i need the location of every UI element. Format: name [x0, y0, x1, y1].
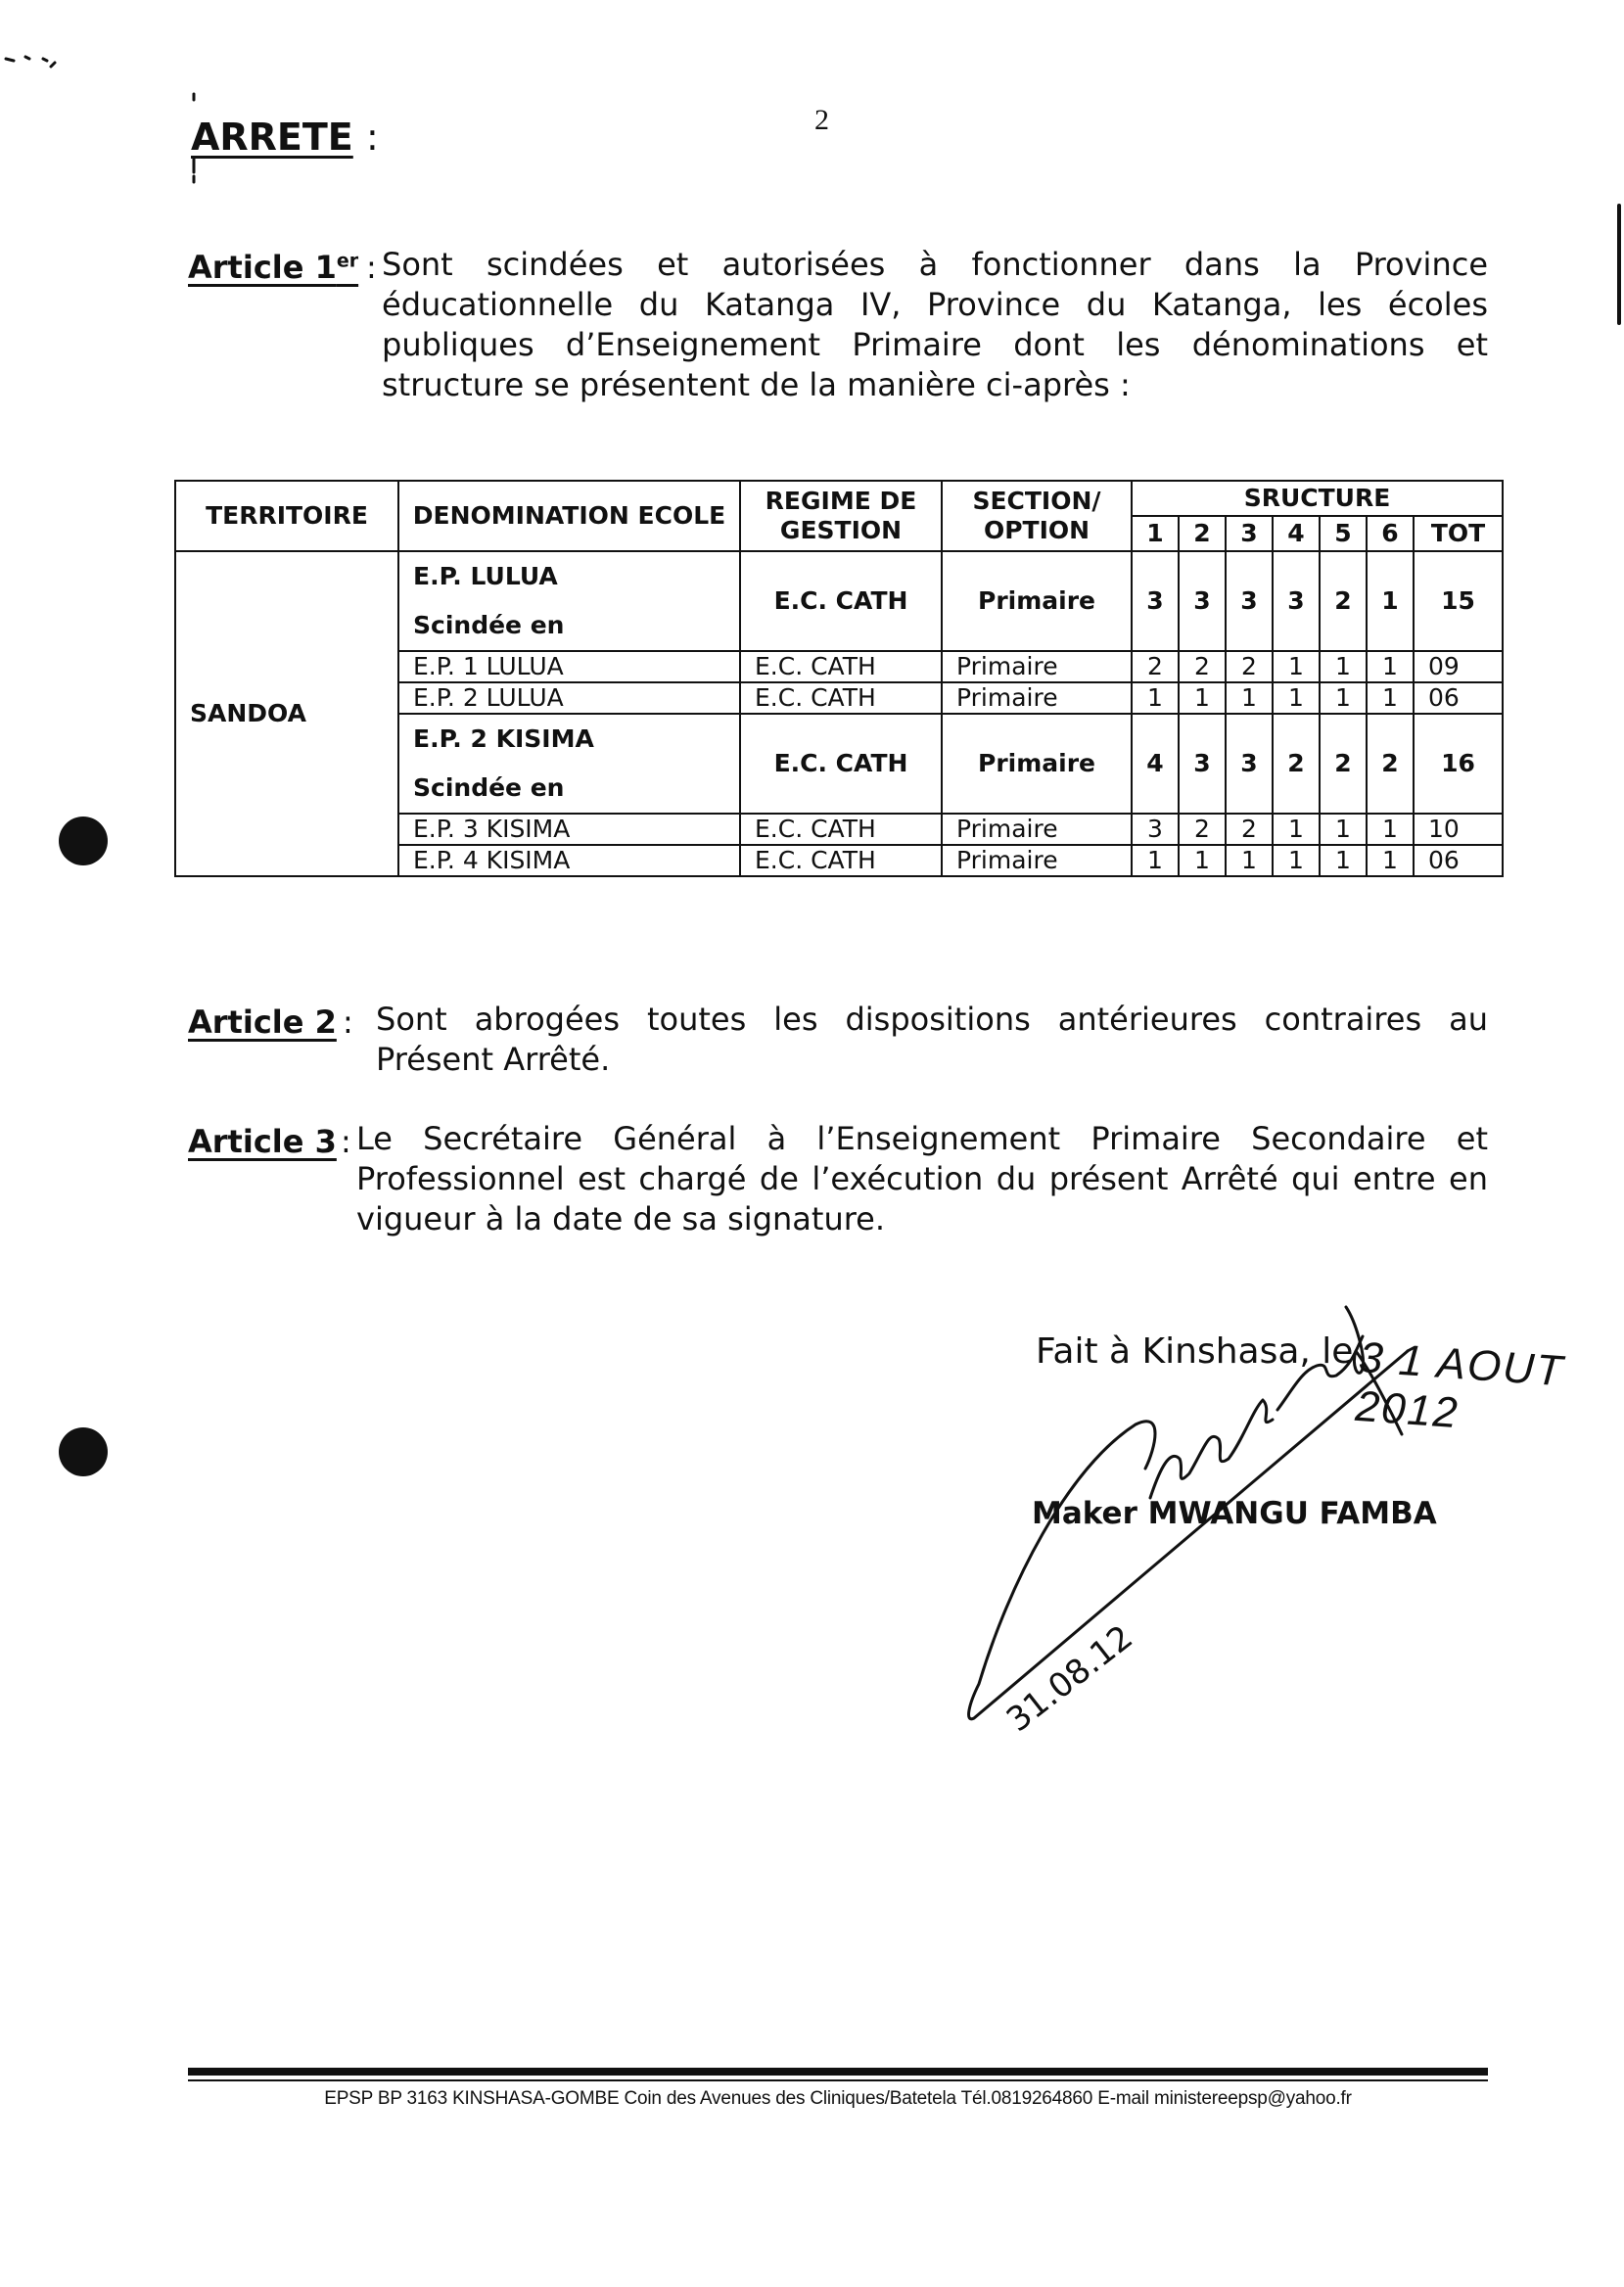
page-number: 2 [814, 104, 829, 136]
article-3-text: Le Secrétaire Général à l’Enseignement Primaire Secondaire et Professionnel est chargé de l’exécution du présent Arrêté qui entre en vigueur à la date de sa signature. [356, 1120, 1488, 1237]
level-cell: 1 [1132, 682, 1179, 714]
level-cell: 2 [1132, 651, 1179, 682]
title-text: ARRETE [191, 116, 353, 159]
scan-marks [6, 57, 55, 67]
school-name-cell: E.P. 2 LULUA [398, 682, 740, 714]
header-level: 6 [1367, 516, 1414, 551]
punch-hole [59, 1427, 108, 1476]
header-section: SECTION/ OPTION [942, 481, 1132, 551]
level-cell: 4 [1132, 714, 1179, 814]
level-cell: 2 [1179, 651, 1226, 682]
header-structure: SRUCTURE [1132, 481, 1503, 516]
level-cell: 2 [1179, 814, 1226, 845]
header-territoire: TERRITOIRE [175, 481, 398, 551]
level-cell: 3 [1179, 714, 1226, 814]
section-cell: Primaire [942, 845, 1132, 876]
level-cell: 1 [1132, 845, 1179, 876]
section-cell: Primaire [942, 682, 1132, 714]
header-level: 2 [1179, 516, 1226, 551]
territoire-cell: SANDOA [175, 551, 398, 876]
level-cell: 2 [1320, 714, 1367, 814]
article-1-label [188, 249, 358, 286]
regime-cell: E.C. CATH [740, 551, 942, 651]
school-name: E.P. LULUA [413, 562, 558, 590]
school-name-cell: E.P. 3 KISIMA [398, 814, 740, 845]
regime-cell: E.C. CATH [740, 651, 942, 682]
header-level: 3 [1226, 516, 1273, 551]
school-sub: Scindée en [413, 773, 565, 802]
date-stamp: 3 1 AOUT 2012 [1354, 1333, 1566, 1438]
level-cell: 1 [1320, 651, 1367, 682]
level-cell: 3 [1226, 551, 1273, 651]
level-cell: 2 [1273, 714, 1320, 814]
level-cell: 1 [1226, 845, 1273, 876]
level-cell: 1 [1179, 845, 1226, 876]
article-3-label: Article 3 [188, 1123, 337, 1160]
header-regime: REGIME DE GESTION [740, 481, 942, 551]
regime-cell: E.C. CATH [740, 814, 942, 845]
level-cell: 1 [1226, 682, 1273, 714]
level-cell: 1 [1320, 682, 1367, 714]
article-1-label-sup: er [336, 250, 359, 272]
level-cell: 1 [1320, 814, 1367, 845]
level-cell: 1 [1367, 845, 1414, 876]
header-level: 5 [1320, 516, 1367, 551]
header-level: 1 [1132, 516, 1179, 551]
level-cell: 1 [1273, 682, 1320, 714]
article-1-label-text: Article 1 [188, 249, 337, 286]
school-name-cell: E.P. 4 KISIMA [398, 845, 740, 876]
section-cell: Primaire [942, 814, 1132, 845]
level-cell: 2 [1320, 551, 1367, 651]
table-row [175, 551, 1503, 651]
page-title [191, 116, 379, 159]
article-2-label: Article 2 [188, 1003, 337, 1041]
level-cell: 2 [1367, 714, 1414, 814]
level-cell: 1 [1367, 651, 1414, 682]
footer-rule-thin [188, 2079, 1488, 2081]
signature-stroke-name [1150, 1400, 1273, 1498]
level-cell: 3 [1132, 814, 1179, 845]
level-cell: 1 [1367, 814, 1414, 845]
level-cell: 1 [1273, 814, 1320, 845]
school-name: E.P. 2 KISIMA [413, 724, 594, 753]
level-cell: 1 [1273, 651, 1320, 682]
signatory-name: Maker MWANGU FAMBA [1032, 1496, 1437, 1531]
total-cell: 06 [1414, 682, 1503, 714]
level-cell: 1 [1367, 682, 1414, 714]
level-cell: 1 [1320, 845, 1367, 876]
level-cell: 3 [1132, 551, 1179, 651]
total-cell: 15 [1414, 551, 1503, 651]
section-cell: Primaire [942, 551, 1132, 651]
handwritten-date: 31.08.12 [998, 1617, 1140, 1741]
article-1-separator: : [366, 249, 377, 286]
title-colon: : [366, 116, 379, 159]
total-cell: 10 [1414, 814, 1503, 845]
schools-structure-table [174, 480, 1504, 877]
header-level-total: TOT [1414, 516, 1503, 551]
article-1-text: Sont scindées et autorisées à fonctionner dans la Province éducationnelle du Katanga IV, Province du Katanga, les écoles publiques d’Enseignement Primaire dont les dénominations et structure se présentent de la manière ci-après : [382, 246, 1488, 403]
article-3-separator: : [341, 1123, 351, 1160]
total-cell: 16 [1414, 714, 1503, 814]
article-2-text: Sont abrogées toutes les dispositions antérieures contraires au Présent Arrêté. [376, 1001, 1488, 1078]
section-cell: Primaire [942, 651, 1132, 682]
header-denomination: DENOMINATION ECOLE [398, 481, 740, 551]
level-cell: 1 [1179, 682, 1226, 714]
level-cell: 1 [1273, 845, 1320, 876]
level-cell: 3 [1273, 551, 1320, 651]
level-cell: 2 [1226, 814, 1273, 845]
footer-rule [188, 2068, 1488, 2076]
place-of-signature: Fait à Kinshasa, le [1036, 1331, 1354, 1372]
punch-hole [59, 817, 108, 865]
total-cell: 09 [1414, 651, 1503, 682]
school-name-cell [398, 714, 740, 814]
regime-cell: E.C. CATH [740, 845, 942, 876]
table-header-row [175, 481, 1503, 516]
school-name-cell: E.P. 1 LULUA [398, 651, 740, 682]
footer-address: EPSP BP 3163 KINSHASA-GOMBE Coin des Avenues des Cliniques/Batetela Tél.0819264860 E-mail ministereepsp@yahoo.fr [324, 2088, 1352, 2109]
level-cell: 3 [1226, 714, 1273, 814]
total-cell: 06 [1414, 845, 1503, 876]
regime-cell: E.C. CATH [740, 682, 942, 714]
section-cell: Primaire [942, 714, 1132, 814]
school-name-cell [398, 551, 740, 651]
school-sub: Scindée en [413, 611, 565, 639]
level-cell: 3 [1179, 551, 1226, 651]
regime-cell: E.C. CATH [740, 714, 942, 814]
signature-stroke-main [969, 1351, 1408, 1719]
level-cell: 2 [1226, 651, 1273, 682]
header-level: 4 [1273, 516, 1320, 551]
article-2-separator: : [343, 1003, 353, 1041]
level-cell: 1 [1367, 551, 1414, 651]
